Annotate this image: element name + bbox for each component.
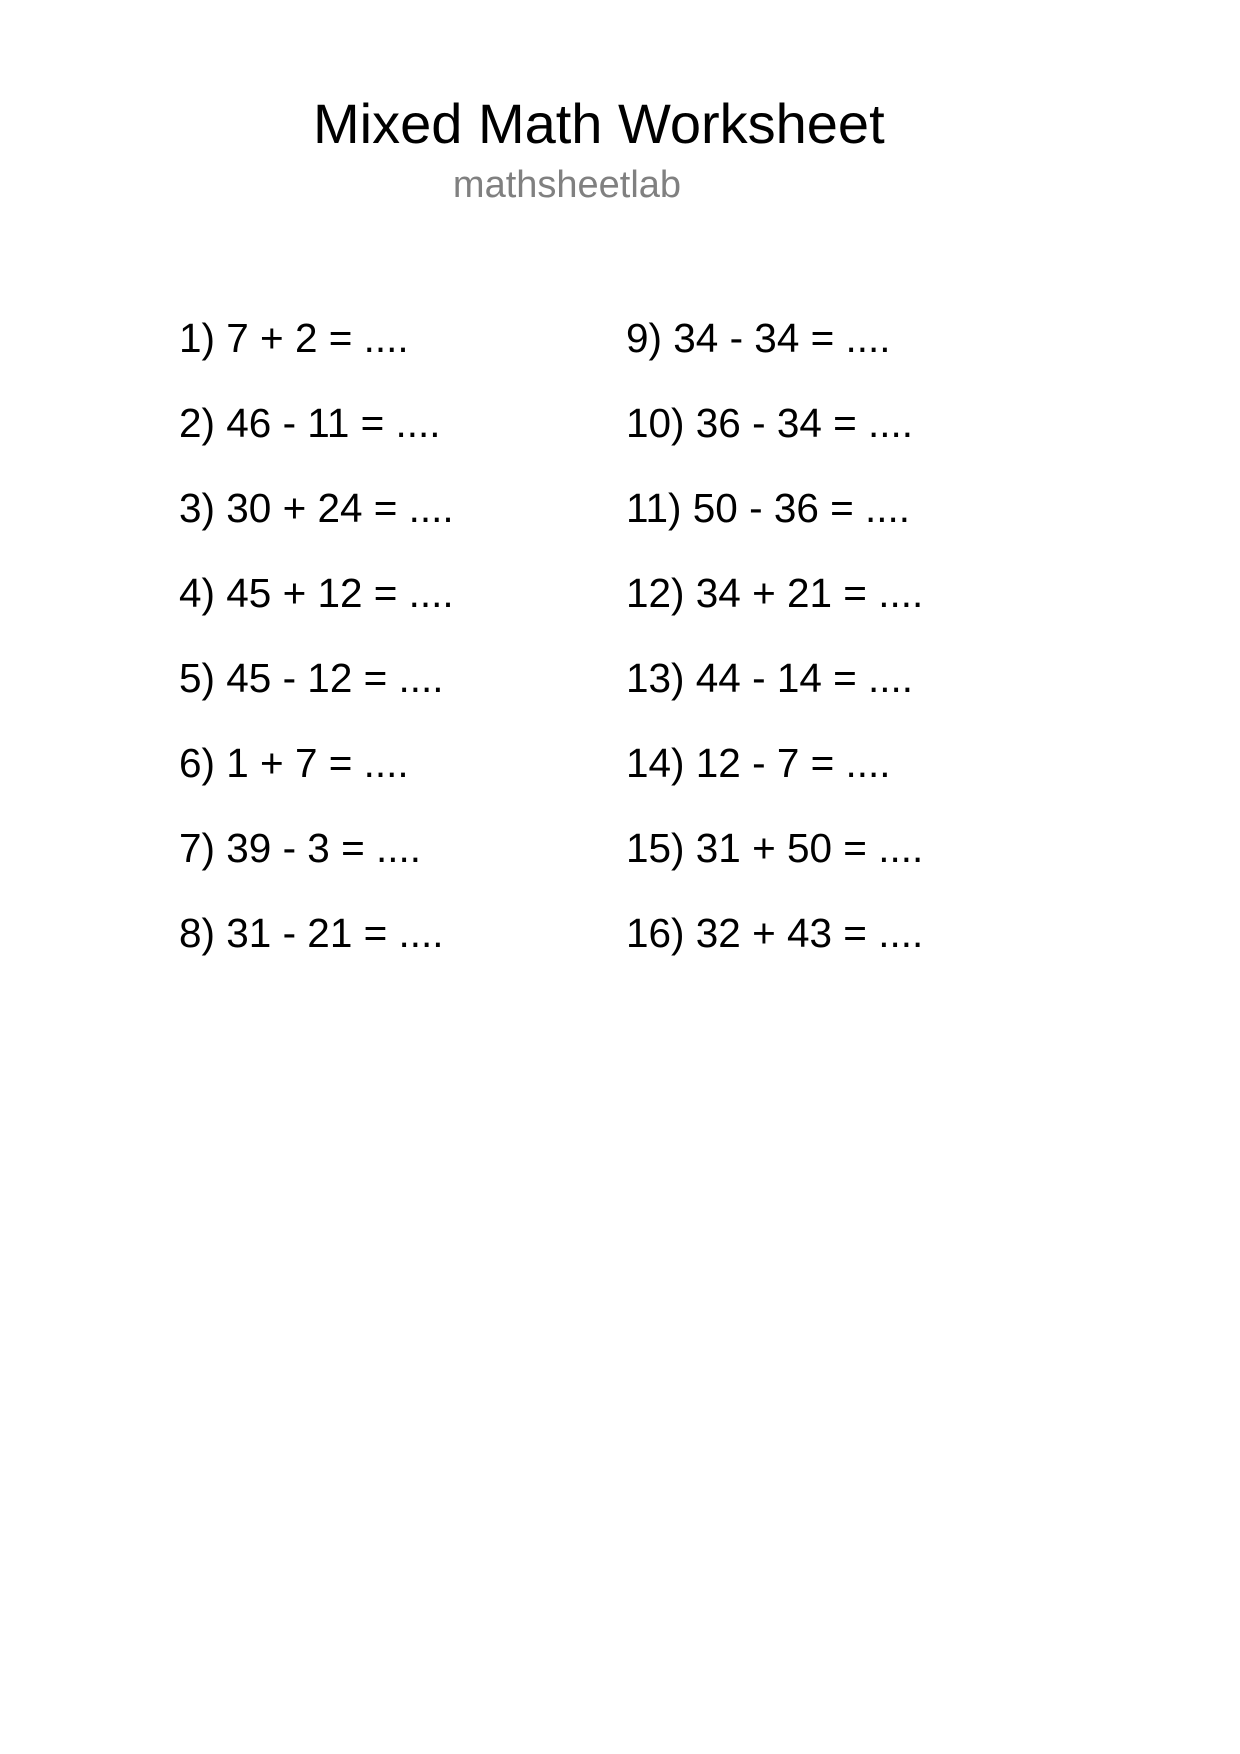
publisher-subtitle: mathsheetlab (452, 164, 682, 206)
problem-item: 9) 34 - 34 = .... (626, 315, 891, 361)
problem-item: 7) 39 - 3 = .... (179, 825, 421, 871)
problem-item: 5) 45 - 12 = .... (179, 655, 444, 701)
problem-item: 8) 31 - 21 = .... (179, 910, 444, 956)
problem-item: 3) 30 + 24 = .... (179, 485, 454, 531)
problem-item: 12) 34 + 21 = .... (626, 570, 924, 616)
problem-item: 13) 44 - 14 = .... (626, 655, 914, 701)
problem-item: 10) 36 - 34 = .... (626, 400, 914, 446)
problem-item: 4) 45 + 12 = .... (179, 570, 454, 616)
problem-item: 1) 7 + 2 = .... (179, 315, 409, 361)
page-title: Mixed Math Worksheet (313, 92, 885, 155)
problem-item: 15) 31 + 50 = .... (626, 825, 924, 871)
problem-column-left (179, 314, 454, 994)
problem-item: 2) 46 - 11 = .... (179, 400, 441, 446)
problem-item: 14) 12 - 7 = .... (626, 740, 891, 786)
problem-item: 11) 50 - 36 = .... (626, 485, 911, 531)
problem-column-right (626, 314, 923, 994)
problem-item: 16) 32 + 43 = .... (626, 910, 924, 956)
problem-item: 6) 1 + 7 = .... (179, 740, 409, 786)
